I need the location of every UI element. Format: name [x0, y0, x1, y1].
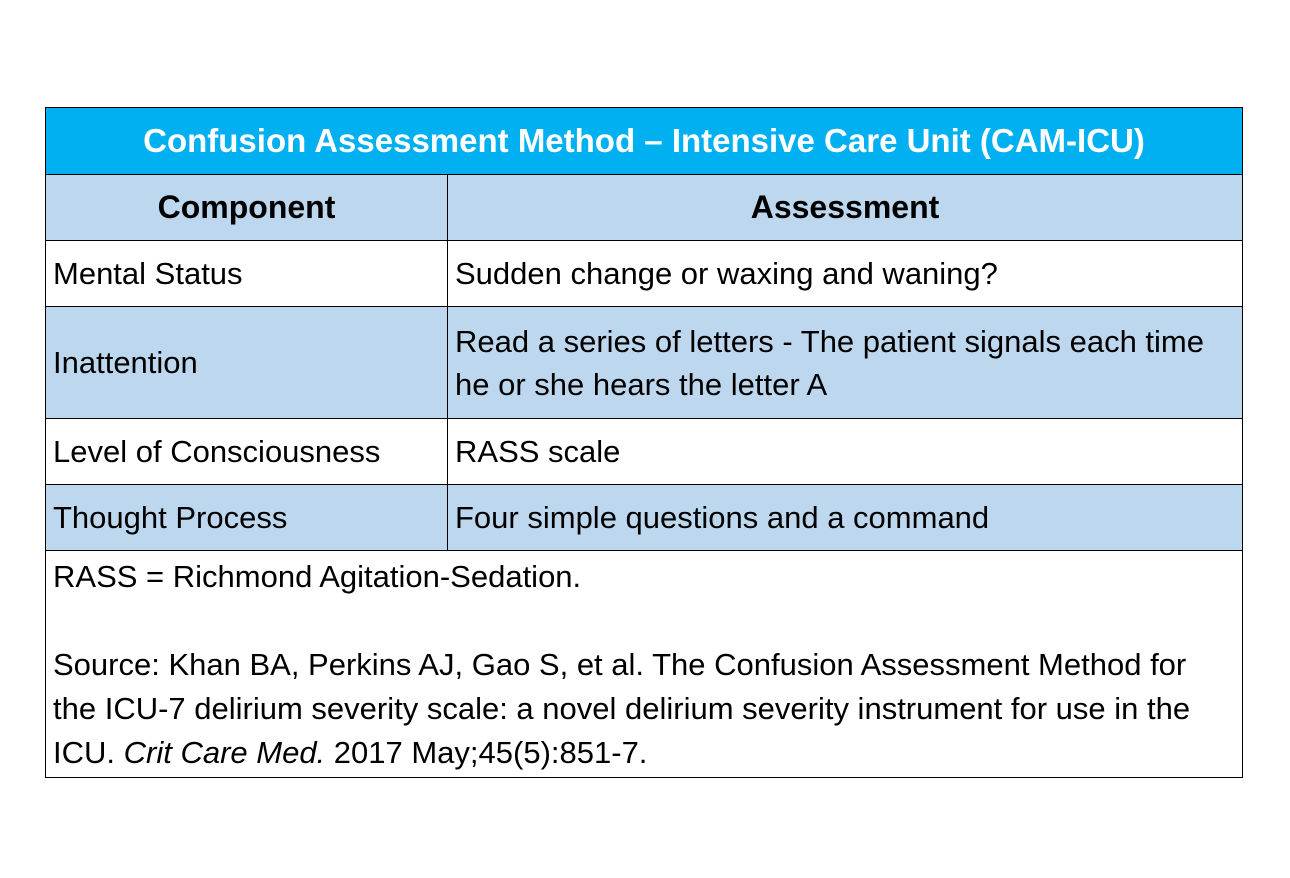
- table-row: [46, 241, 1242, 307]
- component-cell: Level of Consciousness: [46, 419, 448, 484]
- citation-date: 2017 May;45(5):851-7.: [325, 735, 648, 770]
- assessment-cell: Four simple questions and a command: [455, 500, 990, 535]
- assessment-cell: Sudden change or waxing and waning?: [455, 256, 998, 291]
- table-footnote: [46, 551, 1242, 777]
- table-row: [46, 485, 1242, 551]
- source-citation: [53, 643, 1235, 775]
- header-row: [46, 175, 1242, 241]
- journal-name: Crit Care Med.: [123, 735, 326, 770]
- component-cell: Inattention: [46, 307, 448, 418]
- abbreviation-note: RASS = Richmond Agitation-Sedation.: [53, 559, 582, 594]
- table-row: [46, 307, 1242, 419]
- component-cell: Thought Process: [46, 485, 448, 550]
- table-title: Confusion Assessment Method – Intensive Care Unit (CAM-ICU): [46, 108, 1242, 175]
- assessment-cell: Read a series of letters - The patient signals each time he or she hears the letter A: [455, 323, 1204, 402]
- component-cell: Mental Status: [46, 241, 448, 306]
- header-assessment: Assessment: [750, 189, 940, 225]
- citation-text: Source: Khan BA, Perkins AJ, Gao S, et al. The Confusion Assessment Method for the ICU-7 delirium severity scale: a novel delirium severity instrument for use in the ICU.: [53, 647, 1191, 770]
- table-row: [46, 419, 1242, 485]
- header-component: Component: [46, 175, 448, 240]
- cam-icu-table: [45, 107, 1243, 778]
- assessment-cell: RASS scale: [455, 434, 621, 469]
